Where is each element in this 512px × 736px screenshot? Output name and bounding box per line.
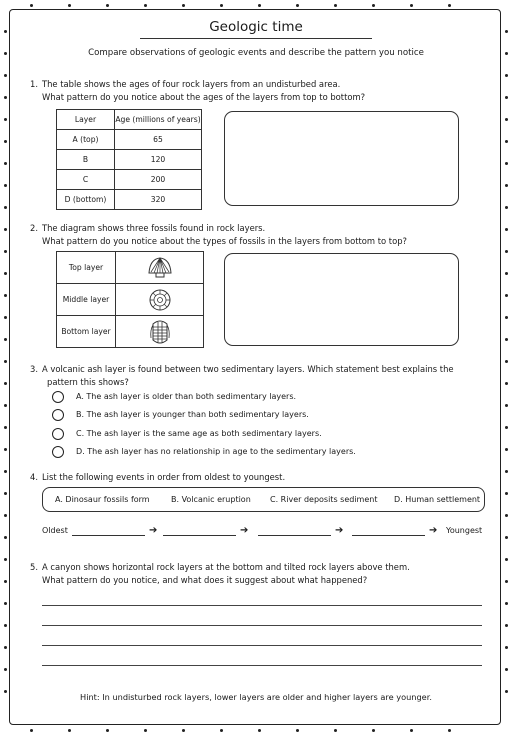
border-dot <box>505 162 508 165</box>
table-cell-age: 200 <box>115 170 202 190</box>
border-dot <box>4 580 7 583</box>
border-dot <box>144 4 147 7</box>
trilobite-icon <box>116 316 204 348</box>
hint-text: Hint: In undisturbed rock layers, lower layers are older and higher layers are younger. <box>80 692 432 702</box>
border-dot <box>4 404 7 407</box>
border-dot <box>4 228 7 231</box>
q1-number: 1. <box>30 79 38 89</box>
option-a-radio[interactable] <box>52 391 64 403</box>
sequence-blank-1[interactable] <box>72 535 145 536</box>
option-c-label: C. The ash layer is the same age as both sedimentary layers. <box>76 429 322 438</box>
q5-answer-line[interactable] <box>42 625 482 626</box>
border-dot <box>220 4 223 7</box>
border-dot <box>4 118 7 121</box>
q1-prompt-line2: What pattern do you notice about the ages of the layers from top to bottom? <box>42 92 366 102</box>
border-dot <box>4 536 7 539</box>
q2-prompt-line1: The diagram shows three fossils found in rock layers. <box>42 223 266 233</box>
border-dot <box>182 729 185 732</box>
border-dot <box>505 382 508 385</box>
q4-number: 4. <box>30 472 38 482</box>
border-dot <box>68 729 71 732</box>
border-dot <box>4 602 7 605</box>
border-dot <box>4 470 7 473</box>
q5-answer-line[interactable] <box>42 605 482 606</box>
table-cell-layer: D (bottom) <box>57 190 115 210</box>
border-dot <box>4 668 7 671</box>
sequence-blank-4[interactable] <box>352 535 425 536</box>
border-dot <box>4 162 7 165</box>
q5-answer-line[interactable] <box>42 645 482 646</box>
border-dot <box>505 228 508 231</box>
border-dot <box>505 206 508 209</box>
q3-number: 3. <box>30 364 38 374</box>
border-dot <box>4 514 7 517</box>
event-b: B. Volcanic eruption <box>171 495 251 504</box>
table-row <box>57 316 204 348</box>
layer-label: Top layer <box>57 252 116 284</box>
border-dot <box>182 4 185 7</box>
border-dot <box>505 294 508 297</box>
border-dot <box>505 184 508 187</box>
ammonite-icon <box>116 284 204 316</box>
border-dot <box>334 4 337 7</box>
border-dot <box>505 316 508 319</box>
border-dot <box>505 668 508 671</box>
border-dot <box>505 624 508 627</box>
border-dot <box>4 294 7 297</box>
table-cell-layer: C <box>57 170 115 190</box>
border-dot <box>410 4 413 7</box>
border-dot <box>4 360 7 363</box>
arrow-right-icon: ➔ <box>335 525 344 536</box>
youngest-label: Youngest <box>446 526 483 535</box>
border-dot <box>505 272 508 275</box>
q5-answer-line[interactable] <box>42 665 482 666</box>
border-dot <box>144 729 147 732</box>
option-b-radio[interactable] <box>52 409 64 421</box>
event-c: C. River deposits sediment <box>270 495 378 504</box>
option-d-label: D. The ash layer has no relationship in age to the sedimentary layers. <box>76 447 356 456</box>
sequence-blank-3[interactable] <box>258 535 331 536</box>
border-dot <box>372 4 375 7</box>
event-d: D. Human settlement <box>394 495 481 504</box>
border-dot <box>4 140 7 143</box>
event-a: A. Dinosaur fossils form <box>55 495 150 504</box>
border-dot <box>505 470 508 473</box>
layer-label: Middle layer <box>57 284 116 316</box>
border-dot <box>4 338 7 341</box>
q1-prompt-line1: The table shows the ages of four rock layers from an undisturbed area. <box>42 79 341 89</box>
q2-answer-box[interactable] <box>224 253 459 346</box>
border-dot <box>4 492 7 495</box>
q4-prompt-line1: List the following events in order from oldest to youngest. <box>42 472 286 482</box>
border-dot <box>505 646 508 649</box>
border-dot <box>106 4 109 7</box>
border-dot <box>505 250 508 253</box>
border-dot <box>505 404 508 407</box>
q1-age-table <box>56 109 202 210</box>
border-dot <box>505 360 508 363</box>
border-dot <box>505 426 508 429</box>
border-dot <box>505 338 508 341</box>
table-header-age: Age (millions of years) <box>115 110 202 130</box>
arrow-right-icon: ➔ <box>240 525 249 536</box>
q2-number: 2. <box>30 223 38 233</box>
q3-prompt-line1: A volcanic ash layer is found between two sedimentary layers. Which statement best explains the <box>42 364 454 374</box>
q3-prompt-line2: pattern this shows? <box>47 377 129 387</box>
layer-label: Bottom layer <box>57 316 116 348</box>
q2-fossil-table <box>56 251 204 348</box>
table-cell-age: 120 <box>115 150 202 170</box>
border-dot <box>505 74 508 77</box>
border-dot <box>4 624 7 627</box>
border-dot <box>68 4 71 7</box>
table-cell-age: 65 <box>115 130 202 150</box>
border-dot <box>4 382 7 385</box>
border-dot <box>448 729 451 732</box>
table-row <box>57 252 204 284</box>
q5-prompt-line1: A canyon shows horizontal rock layers at the bottom and tilted rock layers above them. <box>42 562 410 572</box>
table-row <box>57 170 202 190</box>
table-cell-age: 320 <box>115 190 202 210</box>
q1-answer-box[interactable] <box>224 111 459 206</box>
border-dot <box>372 729 375 732</box>
border-dot <box>4 426 7 429</box>
border-dot <box>4 316 7 319</box>
border-dot <box>296 4 299 7</box>
border-dot <box>505 514 508 517</box>
table-row <box>57 130 202 150</box>
border-dot <box>4 250 7 253</box>
border-dot <box>505 140 508 143</box>
border-dot <box>4 74 7 77</box>
border-dot <box>4 272 7 275</box>
title-underline <box>140 38 372 39</box>
border-dot <box>505 96 508 99</box>
page-title: Geologic time <box>209 19 303 35</box>
table-cell-layer: B <box>57 150 115 170</box>
border-dot <box>4 646 7 649</box>
page-subtitle: Compare observations of geologic events and describe the pattern you notice <box>88 48 424 58</box>
border-dot <box>4 558 7 561</box>
border-dot <box>410 729 413 732</box>
border-dot <box>505 580 508 583</box>
border-dot <box>505 536 508 539</box>
option-c-radio[interactable] <box>52 428 64 440</box>
table-row <box>57 190 202 210</box>
border-dot <box>4 184 7 187</box>
table-row <box>57 150 202 170</box>
oldest-label: Oldest <box>42 526 68 535</box>
shell-icon <box>116 252 204 284</box>
border-dot <box>4 448 7 451</box>
option-a-label: A. The ash layer is older than both sedimentary layers. <box>76 392 297 401</box>
border-dot <box>220 729 223 732</box>
border-dot <box>258 729 261 732</box>
border-dot <box>4 206 7 209</box>
table-header-layer: Layer <box>57 110 115 130</box>
option-b-label: B. The ash layer is younger than both sedimentary layers. <box>76 410 309 419</box>
border-dot <box>505 118 508 121</box>
border-dot <box>30 729 33 732</box>
option-d-radio[interactable] <box>52 446 64 458</box>
border-dot <box>505 448 508 451</box>
table-row <box>57 284 204 316</box>
table-cell-layer: A (top) <box>57 130 115 150</box>
q2-prompt-line2: What pattern do you notice about the types of fossils in the layers from bottom to top? <box>42 236 407 246</box>
border-dot <box>448 4 451 7</box>
border-dot <box>106 729 109 732</box>
border-dot <box>258 4 261 7</box>
border-dot <box>505 558 508 561</box>
sequence-blank-2[interactable] <box>163 535 236 536</box>
arrow-right-icon: ➔ <box>149 525 158 536</box>
border-dot <box>505 492 508 495</box>
border-dot <box>505 602 508 605</box>
arrow-right-icon: ➔ <box>429 525 438 536</box>
table-header-row <box>57 110 202 130</box>
border-dot <box>30 4 33 7</box>
q5-number: 5. <box>30 562 38 572</box>
border-dot <box>334 729 337 732</box>
border-dot <box>296 729 299 732</box>
border-dot <box>4 96 7 99</box>
q5-prompt-line2: What pattern do you notice, and what does it suggest about what happened? <box>42 575 368 585</box>
